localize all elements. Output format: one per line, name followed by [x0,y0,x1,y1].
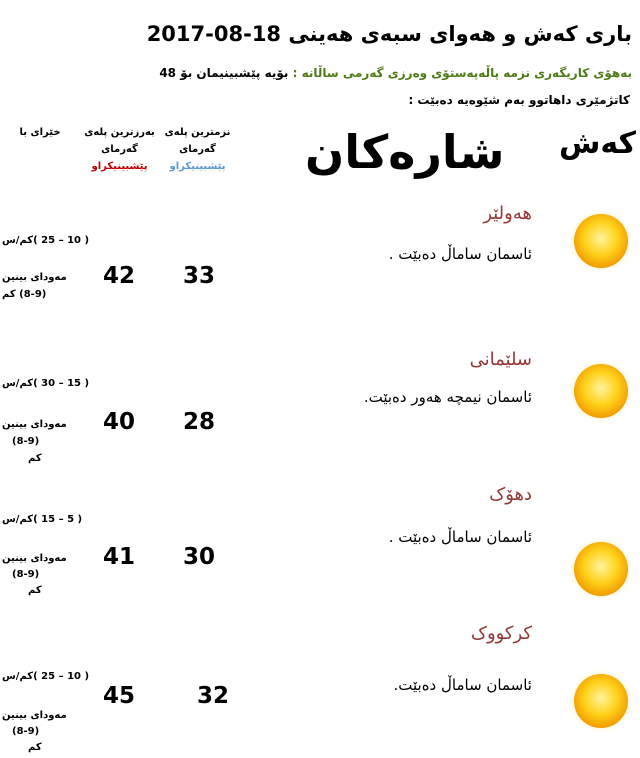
subtitle-prefix: بەهۆی کاریگەری نزمە پاڵەپەستۆی وەرزی گەرمی ساڵانە : [288,66,632,80]
city-name: سلێمانی [469,349,532,370]
header-wind-label: خێرای با [19,127,61,138]
sun-icon [566,666,636,736]
visibility-value: (8-9) [12,436,40,447]
sun-icon [566,206,636,276]
visibility-label: مەودای بینین [2,553,67,564]
city-forecast: ئاسمان نیمچە هەور دەبێت. [363,388,532,406]
max-temp: 40 [102,409,135,435]
header-max-line1: بەرزترین پلەی [84,127,155,138]
visibility-unit: کم [28,742,42,753]
header-max-line2: گەرمای [101,144,138,155]
visibility-value: (8-9) کم [2,289,47,300]
header-min-line1: نزمترین پلەی [164,127,231,138]
header-min-line3: پێشبینیکراو [169,161,226,172]
header-min-line2: گەرمای [179,144,216,155]
header-max-line3: پێشبینیکراو [91,161,148,172]
header-min-temp [160,124,235,175]
wind-speed: ( 10 – 25 )کم/س [2,671,90,682]
subtitle-suffix: بۆیە پێشبینیمان بۆ 48 [159,66,289,80]
wind-speed: ( 15 – 30 )کم/س [2,378,90,389]
sun-icon [566,356,636,426]
visibility-label: مەودای بینین [2,272,67,283]
visibility-unit: کم [28,453,42,464]
min-temp: 28 [182,409,215,435]
max-temp: 42 [102,263,135,289]
visibility-label: مەودای بینین [2,710,67,721]
max-temp: 41 [102,544,135,570]
header-cities: شارەکان [305,125,505,179]
subtitle [159,66,632,80]
city-name: هەولێر [483,203,532,224]
visibility-label: مەودای بینین [2,419,67,430]
header-max-temp [82,124,157,175]
max-temp: 45 [102,683,135,709]
header-weather: کەش [558,126,636,161]
header-wind [10,124,70,141]
city-forecast: ئاسمان ساماڵ دەبێت . [388,528,532,546]
visibility-value: (8-9) [12,569,40,580]
min-temp: 32 [196,683,229,709]
min-temp: 30 [182,544,215,570]
subtitle-line-2: کاتژمێری داهاتوو بەم شێوەیە دەبێت : [408,93,630,107]
visibility-unit: کم [28,585,42,596]
city-name: کرکووک [470,623,532,644]
wind-speed: ( 5 – 15 )کم/س [2,514,83,525]
city-forecast: ئاسمان ساماڵ دەبێت. [393,676,532,694]
min-temp: 33 [182,263,215,289]
page-title: باری کەش و هەوای سبەی هەینی 18-08-2017 [146,22,632,46]
sun-icon [566,534,636,604]
visibility-value: (8-9) [12,726,40,737]
city-forecast: ئاسمان ساماڵ دەبێت . [388,245,532,263]
wind-speed: ( 10 – 25 )کم/س [2,235,90,246]
city-name: دهۆک [489,484,532,505]
